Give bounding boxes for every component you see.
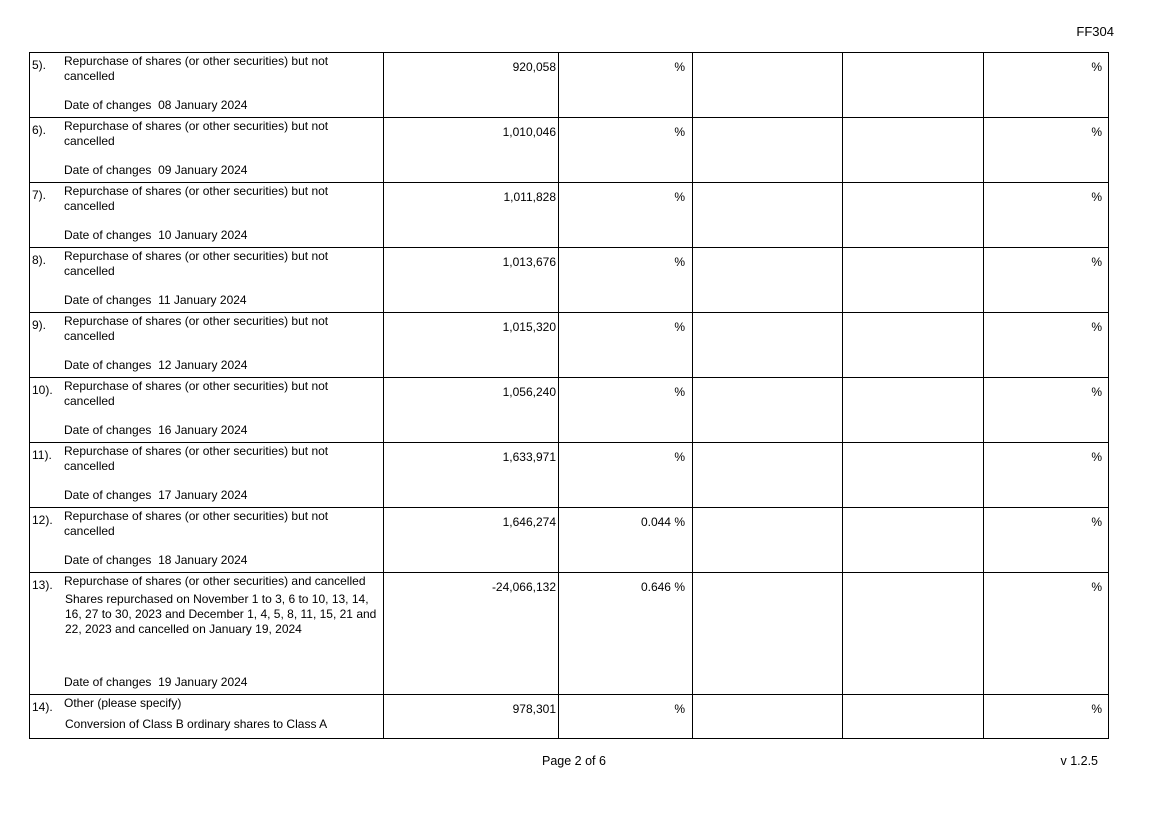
change-date: [64, 423, 247, 437]
change-description: [62, 53, 384, 117]
date-label: Date of changes: [64, 358, 152, 372]
change-description: [62, 695, 384, 738]
row-number: 11).: [32, 448, 52, 462]
table-row: [30, 53, 1108, 118]
date-value: 09 January 2024: [158, 163, 248, 177]
change-date: [64, 163, 247, 177]
amount-cell: -24,066,132: [384, 573, 559, 694]
change-note: Conversion of Class B ordinary shares to Class A: [65, 717, 328, 731]
change-type: Repurchase of shares (or other securities) but not cancelled: [64, 444, 329, 473]
change-type: Repurchase of shares (or other securities) but not cancelled: [64, 54, 329, 83]
empty-cell: [693, 573, 843, 694]
empty-cell: [842, 508, 984, 572]
percent-cell: %: [559, 313, 693, 377]
change-type: Repurchase of shares (or other securities) but not cancelled: [64, 249, 329, 278]
empty-cell: [842, 378, 984, 442]
change-description: [62, 573, 384, 694]
empty-cell: [693, 183, 843, 247]
empty-cell: [693, 313, 843, 377]
percent-cell: %: [559, 118, 693, 182]
empty-cell: [842, 695, 984, 738]
change-description: [62, 118, 384, 182]
change-description: [62, 378, 384, 442]
date-value: 19 January 2024: [158, 675, 248, 689]
empty-cell: [842, 53, 984, 117]
empty-cell: [842, 313, 984, 377]
date-label: Date of changes: [64, 228, 152, 242]
empty-cell: [693, 118, 843, 182]
table-row: [30, 118, 1108, 183]
amount-cell: 978,301: [384, 695, 559, 738]
percent-cell-total: %: [1091, 320, 1102, 334]
date-label: Date of changes: [64, 488, 152, 502]
form-code: FF304: [1076, 24, 1114, 39]
change-type: Repurchase of shares (or other securities) but not cancelled: [64, 314, 329, 343]
change-description: [62, 508, 384, 572]
date-label: Date of changes: [64, 423, 152, 437]
empty-cell: [693, 443, 843, 507]
amount-cell: 1,056,240: [384, 378, 559, 442]
row-number: 12).: [32, 513, 53, 527]
empty-cell: [842, 443, 984, 507]
empty-cell: [842, 183, 984, 247]
percent-cell-total: %: [1091, 60, 1102, 74]
change-description: [62, 313, 384, 377]
percent-cell-total: %: [1091, 385, 1102, 399]
amount-cell: 1,646,274: [384, 508, 559, 572]
date-label: Date of changes: [64, 675, 152, 689]
percent-cell: %: [559, 53, 693, 117]
percent-cell: %: [559, 695, 693, 738]
change-type: Repurchase of shares (or other securities) and cancelled: [64, 574, 366, 588]
date-value: 18 January 2024: [158, 553, 248, 567]
empty-cell: [693, 53, 843, 117]
date-label: Date of changes: [64, 163, 152, 177]
table-row: [30, 183, 1108, 248]
table-row: [30, 378, 1108, 443]
table-row: [30, 443, 1108, 508]
form-version: v 1.2.5: [1060, 754, 1098, 768]
row-number: 10).: [32, 383, 53, 397]
amount-cell: 1,633,971: [384, 443, 559, 507]
row-number: 14).: [32, 700, 53, 714]
change-type: Repurchase of shares (or other securities) but not cancelled: [64, 379, 329, 408]
percent-cell-total: %: [1091, 702, 1102, 716]
percent-cell: %: [559, 183, 693, 247]
empty-cell: [693, 248, 843, 312]
page-number: Page 2 of 6: [542, 754, 606, 768]
change-description: [62, 183, 384, 247]
change-date: [64, 675, 247, 689]
change-type: Repurchase of shares (or other securities) but not cancelled: [64, 119, 329, 148]
empty-cell: [693, 378, 843, 442]
percent-cell-total: %: [1091, 190, 1102, 204]
table-row: [30, 695, 1108, 739]
amount-cell: 1,013,676: [384, 248, 559, 312]
change-date: [64, 488, 247, 502]
date-label: Date of changes: [64, 293, 152, 307]
amount-cell: 1,011,828: [384, 183, 559, 247]
empty-cell: [693, 695, 843, 738]
percent-cell: 0.646 %: [559, 573, 693, 694]
table-row: [30, 313, 1108, 378]
row-number: 9).: [32, 318, 47, 332]
change-type: Repurchase of shares (or other securities) but not cancelled: [64, 509, 329, 538]
percent-cell: %: [559, 378, 693, 442]
date-value: 11 January 2024: [158, 293, 247, 307]
empty-cell: [842, 573, 984, 694]
change-type: Repurchase of shares (or other securities) but not cancelled: [64, 184, 329, 213]
change-date: [64, 358, 247, 372]
percent-cell: 0.044 %: [559, 508, 693, 572]
percent-cell: %: [559, 443, 693, 507]
amount-cell: 1,015,320: [384, 313, 559, 377]
amount-cell: 920,058: [384, 53, 559, 117]
percent-cell: %: [559, 248, 693, 312]
changes-table: [29, 52, 1109, 739]
change-description: [62, 443, 384, 507]
date-value: 12 January 2024: [158, 358, 248, 372]
percent-cell-total: %: [1091, 515, 1102, 529]
percent-cell-total: %: [1091, 580, 1102, 594]
date-label: Date of changes: [64, 98, 152, 112]
amount-cell: 1,010,046: [384, 118, 559, 182]
change-date: [64, 553, 247, 567]
table-row: [30, 508, 1108, 573]
change-date: [64, 98, 247, 112]
date-label: Date of changes: [64, 553, 152, 567]
date-value: 10 January 2024: [158, 228, 248, 242]
row-number: 5).: [32, 58, 47, 72]
date-value: 08 January 2024: [158, 98, 248, 112]
percent-cell-total: %: [1091, 255, 1102, 269]
date-value: 16 January 2024: [158, 423, 248, 437]
empty-cell: [693, 508, 843, 572]
percent-cell-total: %: [1091, 450, 1102, 464]
table-row: [30, 573, 1108, 695]
row-number: 6).: [32, 123, 47, 137]
row-number: 7).: [32, 188, 47, 202]
row-number: 13).: [32, 578, 53, 592]
date-value: 17 January 2024: [158, 488, 248, 502]
change-date: [64, 293, 247, 307]
percent-cell-total: %: [1091, 125, 1102, 139]
table-row: [30, 248, 1108, 313]
change-description: [62, 248, 384, 312]
row-number: 8).: [32, 253, 47, 267]
empty-cell: [842, 248, 984, 312]
change-type: Other (please specify): [64, 696, 182, 710]
empty-cell: [842, 118, 984, 182]
change-note: Shares repurchased on November 1 to 3, 6 to 10, 13, 14, 16, 27 to 30, 2023 and December 1, 4, 5, 8, 11, 15, 21 and 22, 2023 and cancelled on January 19, 2024: [65, 592, 377, 636]
change-date: [64, 228, 247, 242]
